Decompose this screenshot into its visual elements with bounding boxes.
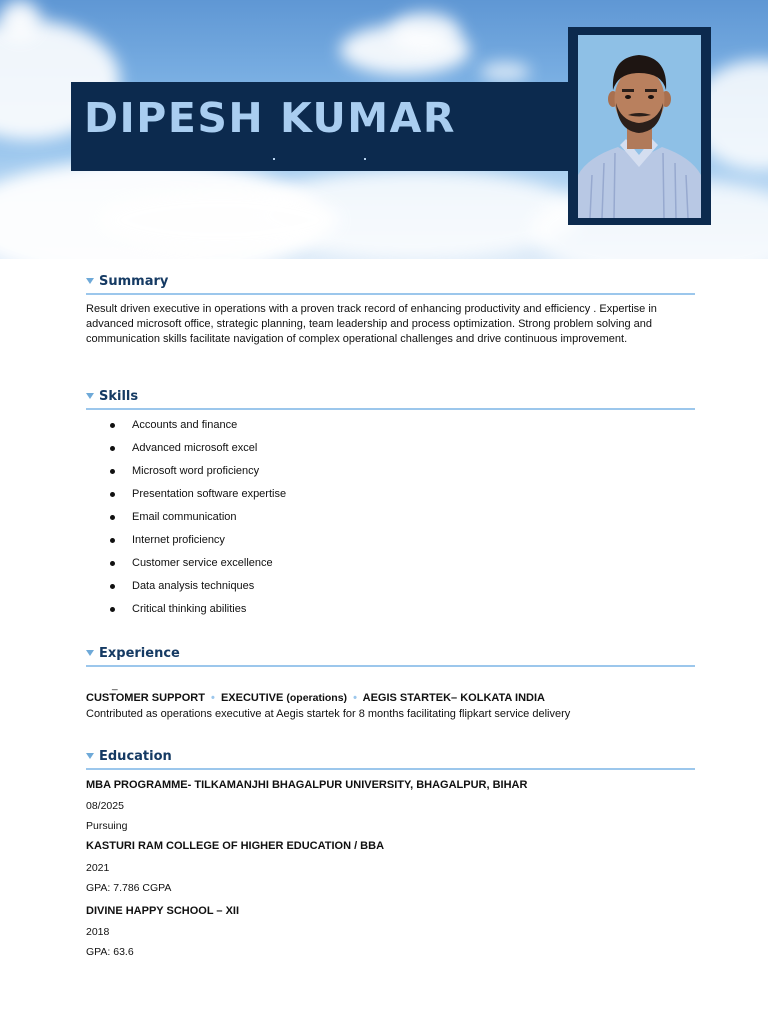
section-title: Experience [99, 646, 180, 661]
list-item [108, 487, 286, 510]
skill-label: Data analysis techniques [132, 580, 255, 592]
skills-section-header [86, 388, 695, 410]
list-item [108, 418, 286, 441]
list-item [108, 441, 286, 464]
experience-role: CUSTOMER SUPPORT [86, 692, 205, 704]
skill-label: Advanced microsoft excel [132, 442, 258, 454]
cloud-decoration [0, 0, 40, 40]
skill-label: Microsoft word proficiency [132, 465, 260, 477]
education-date: 2018 [86, 926, 110, 938]
education-institution: MBA PROGRAMME- TILKAMANJHI BHAGALPUR UNIVERSITY, BHAGALPUR, BIHAR [86, 779, 528, 791]
separator-dot: • [353, 692, 357, 704]
experience-position: EXECUTIVE [220, 692, 284, 704]
bullet-icon [110, 492, 115, 497]
skill-label: Internet proficiency [132, 534, 225, 546]
education-grade: GPA: 7.786 CGPA [86, 882, 172, 894]
list-item [108, 602, 286, 625]
bullet-icon [110, 446, 115, 451]
cloud-decoration [100, 190, 340, 250]
bullet-icon [110, 515, 115, 520]
experience-company: AEGIS STARTEK– KOLKATA INDIA [362, 692, 545, 704]
bullet-icon [110, 538, 115, 543]
education-date: 2021 [86, 862, 110, 874]
section-title: Skills [99, 389, 139, 404]
cloud-decoration [390, 12, 460, 52]
education-status: Pursuing [86, 820, 128, 832]
name-band [71, 82, 571, 171]
skill-label: Email communication [132, 511, 237, 523]
band-dot [273, 158, 275, 160]
education-grade: GPA: 63.6 [86, 946, 134, 958]
triangle-down-icon [86, 393, 94, 399]
header-banner [0, 0, 768, 259]
education-institution: DIVINE HAPPY SCHOOL – XII [86, 905, 240, 917]
list-item [108, 579, 286, 602]
education-section-header [86, 748, 695, 770]
summary-section-header [86, 273, 695, 295]
skill-label: Customer service excellence [132, 557, 273, 569]
education-date: 08/2025 [86, 800, 124, 812]
education-institution: KASTURI RAM COLLEGE OF HIGHER EDUCATION / BBA [86, 840, 385, 852]
experience-position-note: (operations) [286, 692, 348, 704]
summary-text: Result driven executive in operations with a proven track record of enhancing productivity and efficiency . Expertise in advanced microsoft office, strategic planning, team leadership and process optimization. Strong problem solving and communication skills facilitate navigation of complex operational challenges and drive continuous improvement. [86, 303, 657, 345]
cloud-decoration [480, 62, 530, 82]
profile-photo-frame [568, 27, 711, 225]
person-portrait-icon [578, 35, 701, 218]
bullet-icon [110, 423, 115, 428]
experience-description: Contributed as operations executive at Aegis startek for 8 months facilitating flipkart service delivery [86, 708, 571, 720]
band-dot [364, 158, 366, 160]
triangle-down-icon [86, 650, 94, 656]
skill-label: Presentation software expertise [132, 488, 287, 500]
list-item [108, 556, 286, 579]
skill-label: Critical thinking abilities [132, 603, 247, 615]
bullet-icon [110, 469, 115, 474]
bullet-icon [110, 607, 115, 612]
skill-label: Accounts and finance [132, 419, 238, 431]
list-item [108, 510, 286, 533]
bullet-icon [110, 584, 115, 589]
triangle-down-icon [86, 753, 94, 759]
candidate-name: DIPESH KUMAR [84, 94, 456, 142]
experience-marker: _ [112, 680, 118, 691]
section-title: Education [99, 749, 172, 764]
experience-heading [86, 692, 545, 704]
bullet-icon [110, 561, 115, 566]
skills-list [108, 418, 286, 625]
separator-dot: • [211, 692, 215, 704]
list-item [108, 464, 286, 487]
profile-photo [578, 35, 701, 218]
list-item [108, 533, 286, 556]
experience-section-header [86, 645, 695, 667]
section-title: Summary [99, 274, 169, 289]
triangle-down-icon [86, 278, 94, 284]
